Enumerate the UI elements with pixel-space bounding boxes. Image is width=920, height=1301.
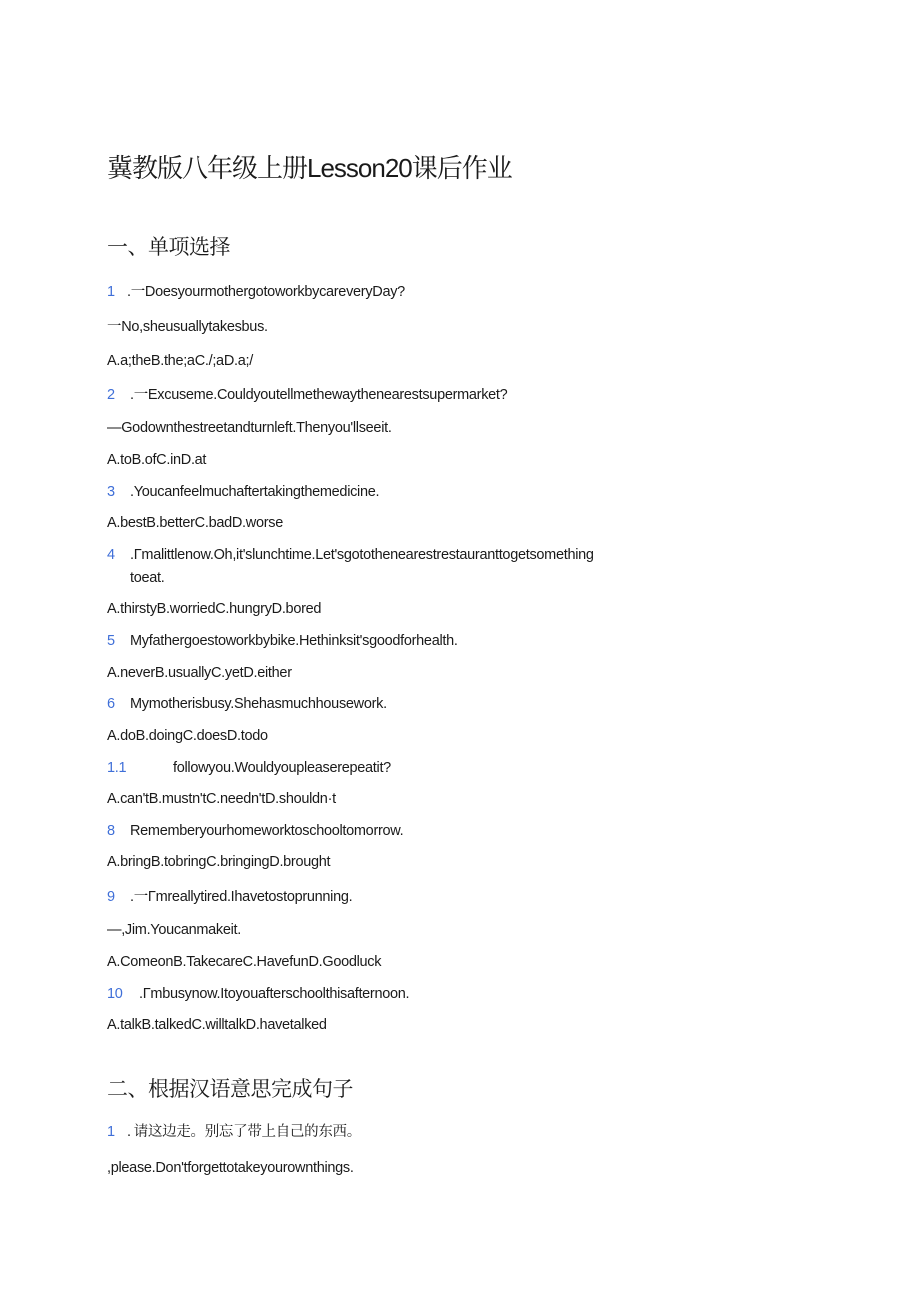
question-7 xyxy=(107,759,391,777)
question-4-text-continued: toeat. xyxy=(130,570,165,586)
question-1 xyxy=(107,283,405,301)
question-number: 5 xyxy=(107,633,115,649)
question-2-reply: —Godownthestreetandturnleft.Thenyou'llseeit. xyxy=(107,420,392,436)
question-sep: . xyxy=(127,1124,131,1140)
question-1-reply: 一No,sheusuallytakesbus. xyxy=(107,319,268,335)
question-3-options: A.bestB.betterC.badD.worse xyxy=(107,515,283,531)
question-9-options: A.ComeonB.TakecareC.HavefunD.Goodluck xyxy=(107,954,382,970)
question-8-options: A.bringB.tobringC.bringingD.brought xyxy=(107,854,331,870)
question-10-options: A.talkB.talkedC.willtalkD.havetalked xyxy=(107,1017,327,1033)
question-text: Γmbusynow.Itoyouafterschoolthisafternoon. xyxy=(142,986,410,1002)
document-title: 冀教版八年级上册Lesson20课后作业 xyxy=(107,153,512,183)
question-number: 2 xyxy=(107,387,115,403)
question-sep: . xyxy=(130,889,134,905)
question-9-reply: —,Jim.Youcanmakeit. xyxy=(107,922,241,938)
question-1-options: A.a;theB.the;aC./;aD.a;/ xyxy=(107,353,253,369)
translation-question-1 xyxy=(107,1123,361,1141)
question-2-options: A.toB.ofC.inD.at xyxy=(107,452,207,468)
question-number: 10 xyxy=(107,986,123,1002)
section-heading-complete-sentences: 二、根据汉语意思完成句子 xyxy=(107,1078,353,1101)
question-sep: . xyxy=(127,284,131,300)
question-sep: . xyxy=(139,986,143,1002)
question-10 xyxy=(107,985,409,1003)
question-text: Mymotherisbusy.Shehasmuchhousework. xyxy=(130,696,387,712)
question-4 xyxy=(107,546,594,564)
question-text: 一Excuseme.Couldyoutellmethewaythenearestsupermarket? xyxy=(133,387,508,403)
question-text: 一DoesyourmothergotoworkbycareveryDay? xyxy=(130,284,405,300)
question-6-options: A.doB.doingC.doesD.todo xyxy=(107,728,268,744)
section-heading-single-choice: 一、单项选择 xyxy=(107,236,230,259)
question-2 xyxy=(107,386,507,404)
question-number: 9 xyxy=(107,889,115,905)
question-number: 1 xyxy=(107,1124,115,1140)
question-number: 1.1 xyxy=(107,760,127,776)
question-text: 请这边走。别忘了带上自己的东西。 xyxy=(133,1124,361,1140)
question-text: Rememberyourhomeworktoschooltomorrow. xyxy=(130,823,404,839)
question-sep: . xyxy=(130,484,134,500)
question-3 xyxy=(107,483,379,501)
question-number: 4 xyxy=(107,547,115,563)
question-5 xyxy=(107,632,458,650)
question-5-options: A.neverB.usuallyC.yetD.either xyxy=(107,665,292,681)
question-4-options: A.thirstyB.worriedC.hungryD.bored xyxy=(107,601,322,617)
question-number: 8 xyxy=(107,823,115,839)
question-text: Myfathergoestoworkbybike.Hethinksit'sgoodforhealth. xyxy=(130,633,458,649)
question-9 xyxy=(107,888,352,906)
question-6 xyxy=(107,695,387,713)
question-7-options: A.can'tB.mustn'tC.needn'tD.shouldn·t xyxy=(107,791,336,807)
translation-question-1-sentence: ,please.Don'tforgettotakeyourownthings. xyxy=(107,1160,354,1176)
question-number: 6 xyxy=(107,696,115,712)
question-number: 3 xyxy=(107,484,115,500)
question-sep: . xyxy=(130,547,134,563)
question-number: 1 xyxy=(107,284,115,300)
question-sep: . xyxy=(130,387,134,403)
question-text: Γmalittlenow.Oh,it'slunchtime.Let'sgotothenearestrestauranttogetsomething xyxy=(133,547,594,563)
question-text: followyou.Wouldyoupleaserepeatit? xyxy=(173,760,391,776)
question-8 xyxy=(107,822,403,840)
question-text: Youcanfeelmuchaftertakingthemedicine. xyxy=(133,484,380,500)
question-text: 一Γmreallytired.Ihavetostoprunning. xyxy=(133,889,353,905)
